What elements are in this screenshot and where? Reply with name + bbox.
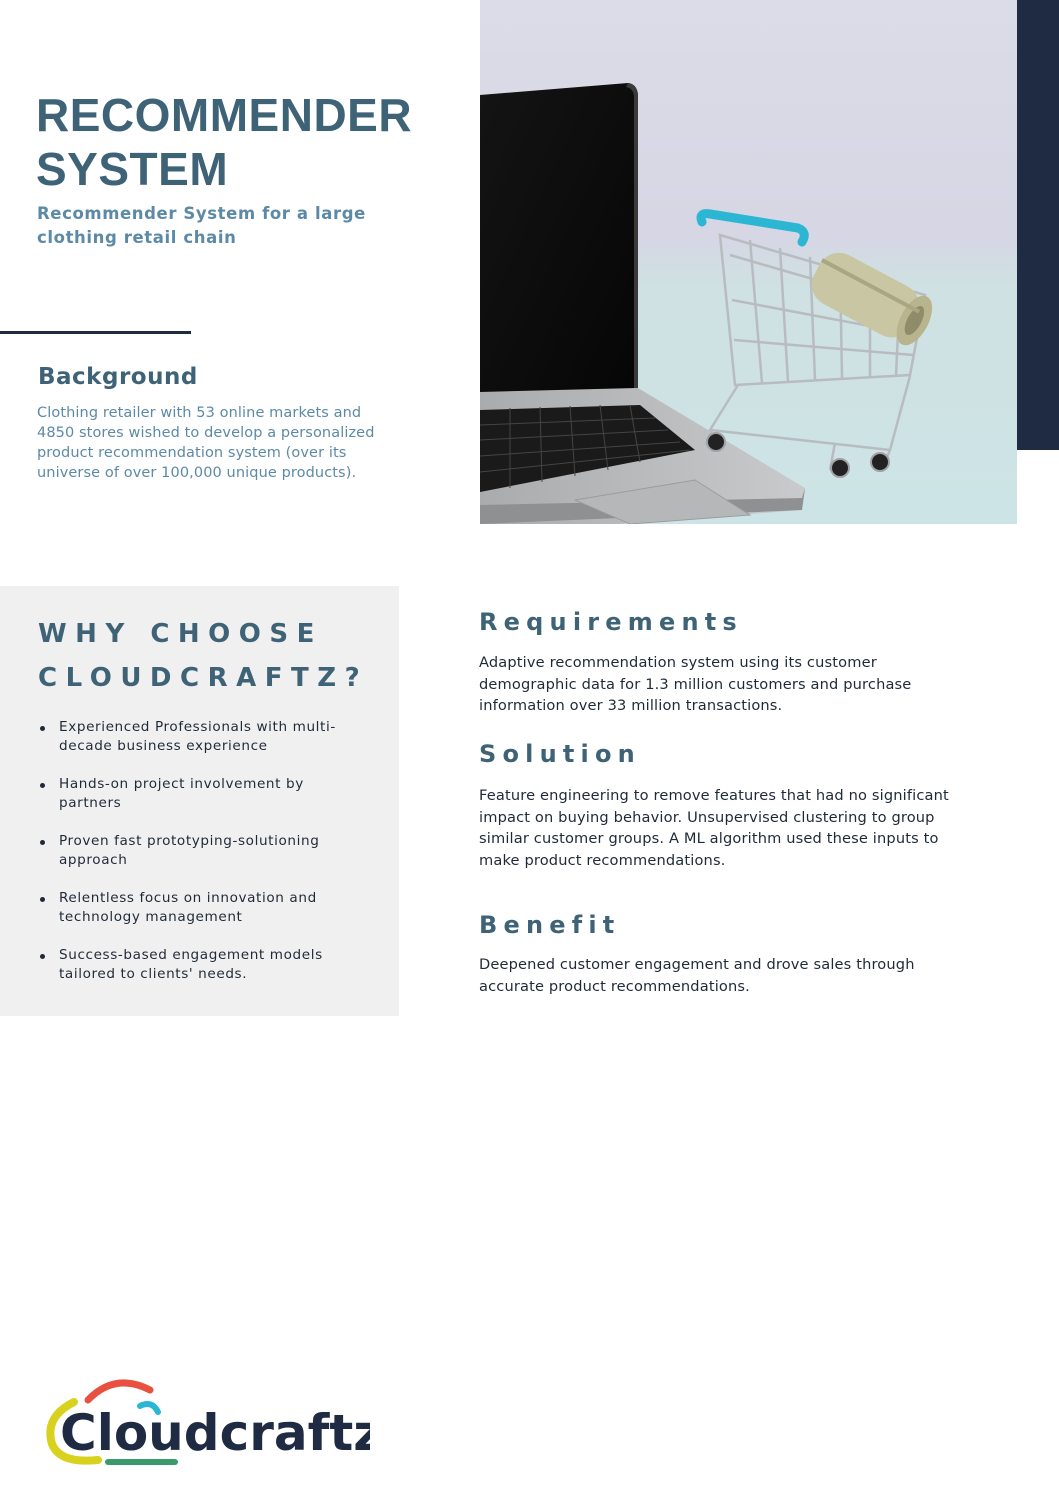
list-item-text: Relentless focus on innovation and technology management [59, 890, 317, 925]
why-choose-heading [38, 612, 388, 700]
list-item-text: Proven fast prototyping-solutioning approach [59, 833, 320, 868]
benefit-text: Deepened customer engagement and drove sales through accurate product recommendations. [479, 956, 915, 995]
bullet-icon [40, 954, 45, 959]
logo-text: Cloudcraftz [60, 1404, 370, 1462]
bullet-icon [40, 897, 45, 902]
title-line-2: SYSTEM [36, 143, 229, 195]
bullet-icon [40, 726, 45, 731]
company-logo [40, 1372, 370, 1472]
background-text: Clothing retailer with 53 online markets and 4850 stores wished to develop a personalized product recommendation system (over its universe of over 100,000 unique products). [37, 405, 375, 481]
list-item [40, 832, 350, 870]
list-item [40, 775, 350, 813]
why-title-line-2: CLOUDCRAFTZ? [38, 663, 369, 693]
hero-image [480, 0, 1017, 524]
accent-bar [1017, 0, 1059, 450]
background-heading: Background [38, 364, 198, 390]
page-subtitle: Recommender System for a large clothing retail chain [37, 204, 366, 247]
list-item [40, 946, 350, 984]
page-title [36, 88, 456, 196]
benefit-heading: Benefit [479, 911, 621, 939]
section-divider [0, 331, 191, 334]
list-item-text: Success-based engagement models tailored to clients' needs. [59, 947, 323, 982]
list-item [40, 889, 350, 927]
bullet-icon [40, 783, 45, 788]
bullet-icon [40, 840, 45, 845]
laptop-cart-illustration [480, 0, 1017, 524]
list-item-text: Experienced Professionals with multi-decade business experience [59, 719, 336, 754]
cloudcraftz-logo-icon [40, 1372, 370, 1472]
list-item-text: Hands-on project involvement by partners [59, 776, 304, 811]
solution-heading: Solution [479, 740, 641, 768]
list-item [40, 718, 350, 756]
solution-text: Feature engineering to remove features that had no significant impact on buying behavior. Unsupervised clustering to group similar customer groups. A ML algorithm used these inputs to make product recommendations. [479, 787, 949, 869]
title-line-1: RECOMMENDER [36, 89, 413, 141]
why-choose-list [40, 718, 350, 1003]
requirements-text: Adaptive recommendation system using its customer demographic data for 1.3 million customers and purchase information over 33 million transactions. [479, 654, 912, 714]
requirements-heading: Requirements [479, 608, 743, 636]
why-title-line-1: WHY CHOOSE [38, 619, 323, 649]
